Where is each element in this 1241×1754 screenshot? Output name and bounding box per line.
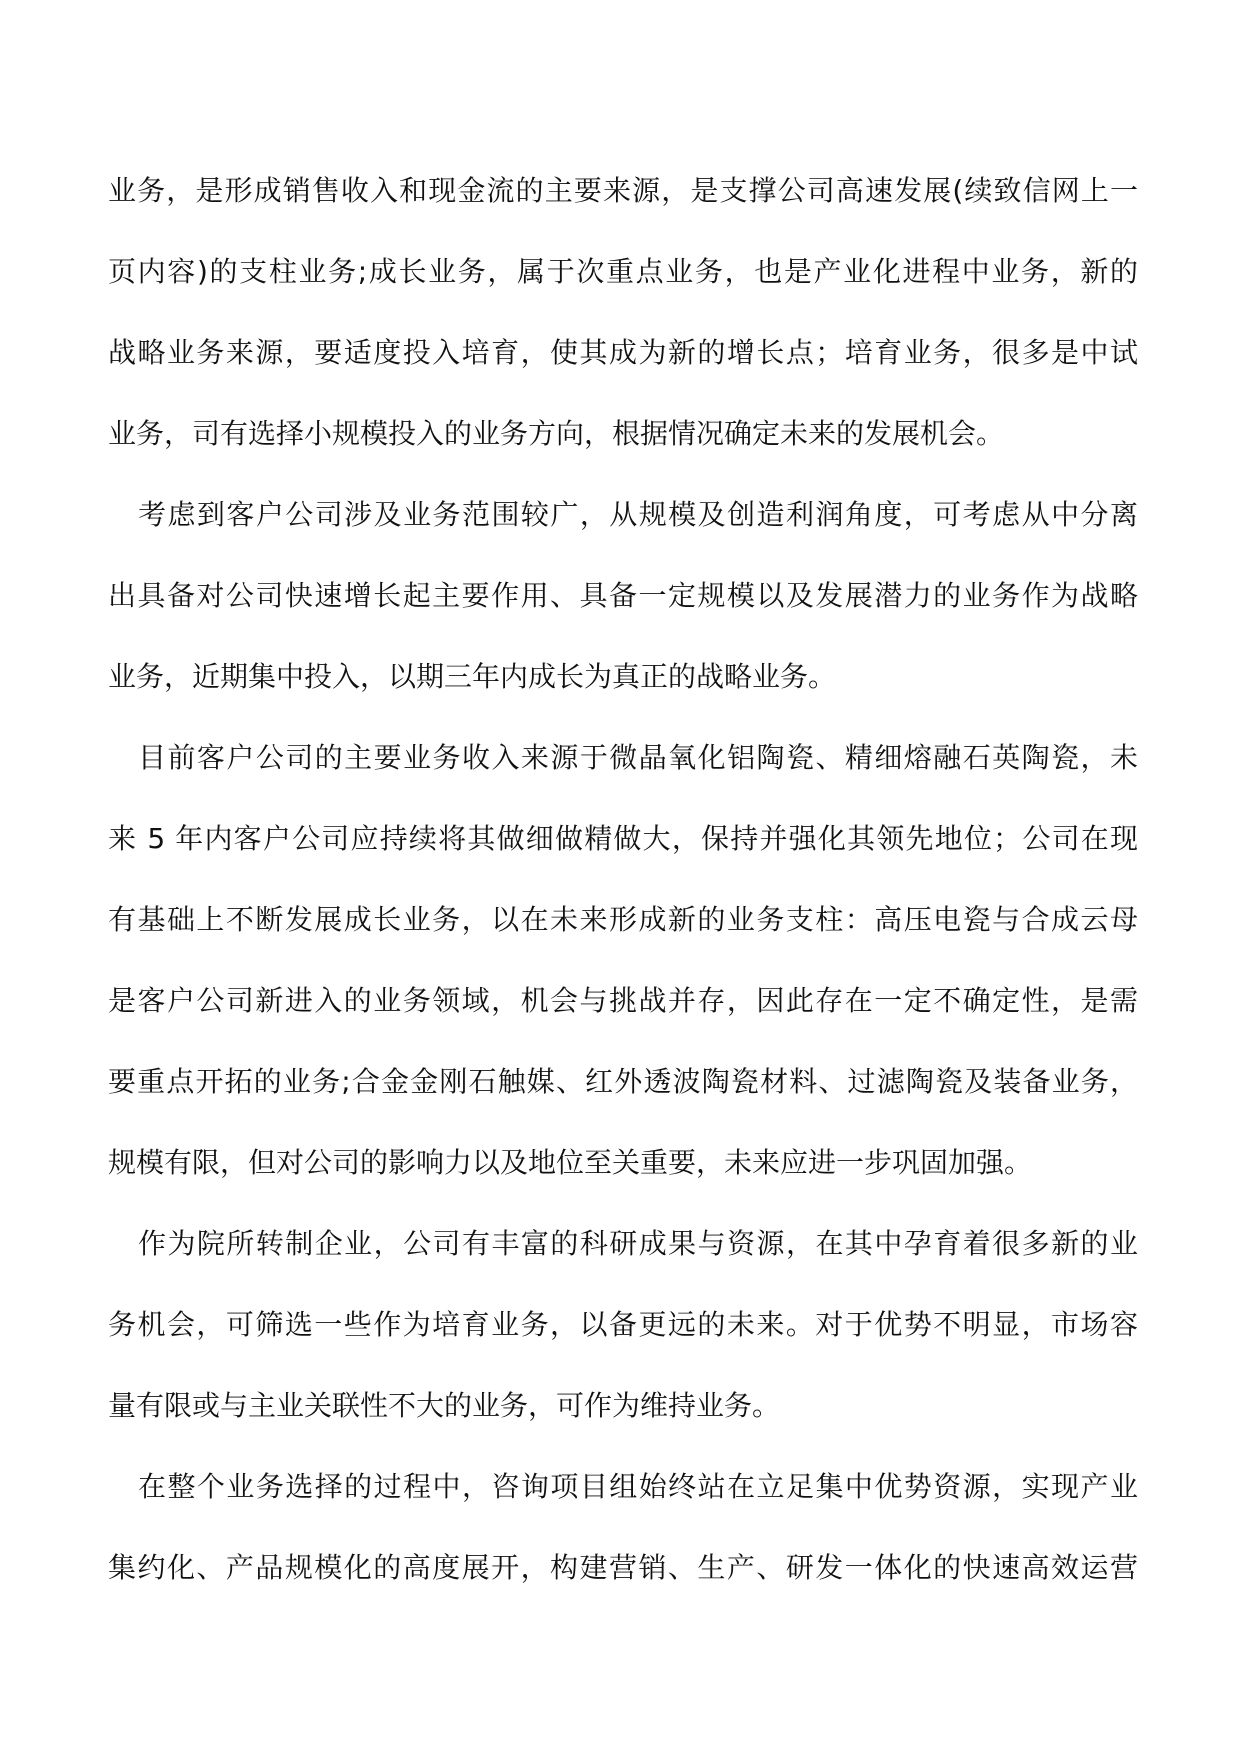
text-line-10: 有基础上不断发展成长业务，以在未来形成新的业务支柱：高压电瓷与合成云母 bbox=[108, 903, 1138, 936]
text-line-7: 业务，近期集中投入，以期三年内成长为真正的战略业务。 bbox=[108, 660, 837, 693]
text-line-18: 集约化、产品规模化的高度展开，构建营销、生产、研发一体化的快速高效运营 bbox=[108, 1551, 1138, 1584]
text-line-15: 务机会，可筛选一些作为培育业务，以备更远的未来。对于优势不明显，市场容 bbox=[108, 1308, 1138, 1341]
text-line-16: 量有限或与主业关联性不大的业务，可作为维持业务。 bbox=[108, 1389, 781, 1422]
text-line-14: 作为院所转制企业，公司有丰富的科研成果与资源，在其中孕育着很多新的业 bbox=[138, 1227, 1138, 1260]
text-line-9: 来 5 年内客户公司应持续将其做细做精做大，保持并强化其领先地位；公司在现 bbox=[108, 822, 1138, 855]
text-line-11: 是客户公司新进入的业务领域，机会与挑战并存，因此存在一定不确定性，是需 bbox=[108, 984, 1138, 1017]
text-line-3: 战略业务来源，要适度投入培育，使其成为新的增长点；培育业务，很多是中试 bbox=[108, 336, 1138, 369]
text-line-8: 目前客户公司的主要业务收入来源于微晶氧化铝陶瓷、精细熔融石英陶瓷，未 bbox=[138, 741, 1138, 774]
text-line-1: 业务，是形成销售收入和现金流的主要来源，是支撑公司高速发展(续致信网上一 bbox=[108, 174, 1138, 207]
text-line-4: 业务，司有选择小规模投入的业务方向，根据情况确定未来的发展机会。 bbox=[108, 417, 1005, 450]
text-line-5: 考虑到客户公司涉及业务范围较广，从规模及创造利润角度，可考虑从中分离 bbox=[138, 498, 1138, 531]
text-line-13: 规模有限，但对公司的影响力以及地位至关重要，未来应进一步巩固加强。 bbox=[108, 1146, 1033, 1179]
text-line-17: 在整个业务选择的过程中，咨询项目组始终站在立足集中优势资源，实现产业 bbox=[138, 1470, 1138, 1503]
text-line-2: 页内容)的支柱业务;成长业务，属于次重点业务，也是产业化进程中业务，新的 bbox=[108, 255, 1138, 288]
text-line-6: 出具备对公司快速增长起主要作用、具备一定规模以及发展潜力的业务作为战略 bbox=[108, 579, 1138, 612]
body-text bbox=[108, 150, 1138, 1608]
text-line-12: 要重点开拓的业务;合金金刚石触媒、红外透波陶瓷材料、过滤陶瓷及装备业务， bbox=[108, 1065, 1138, 1098]
